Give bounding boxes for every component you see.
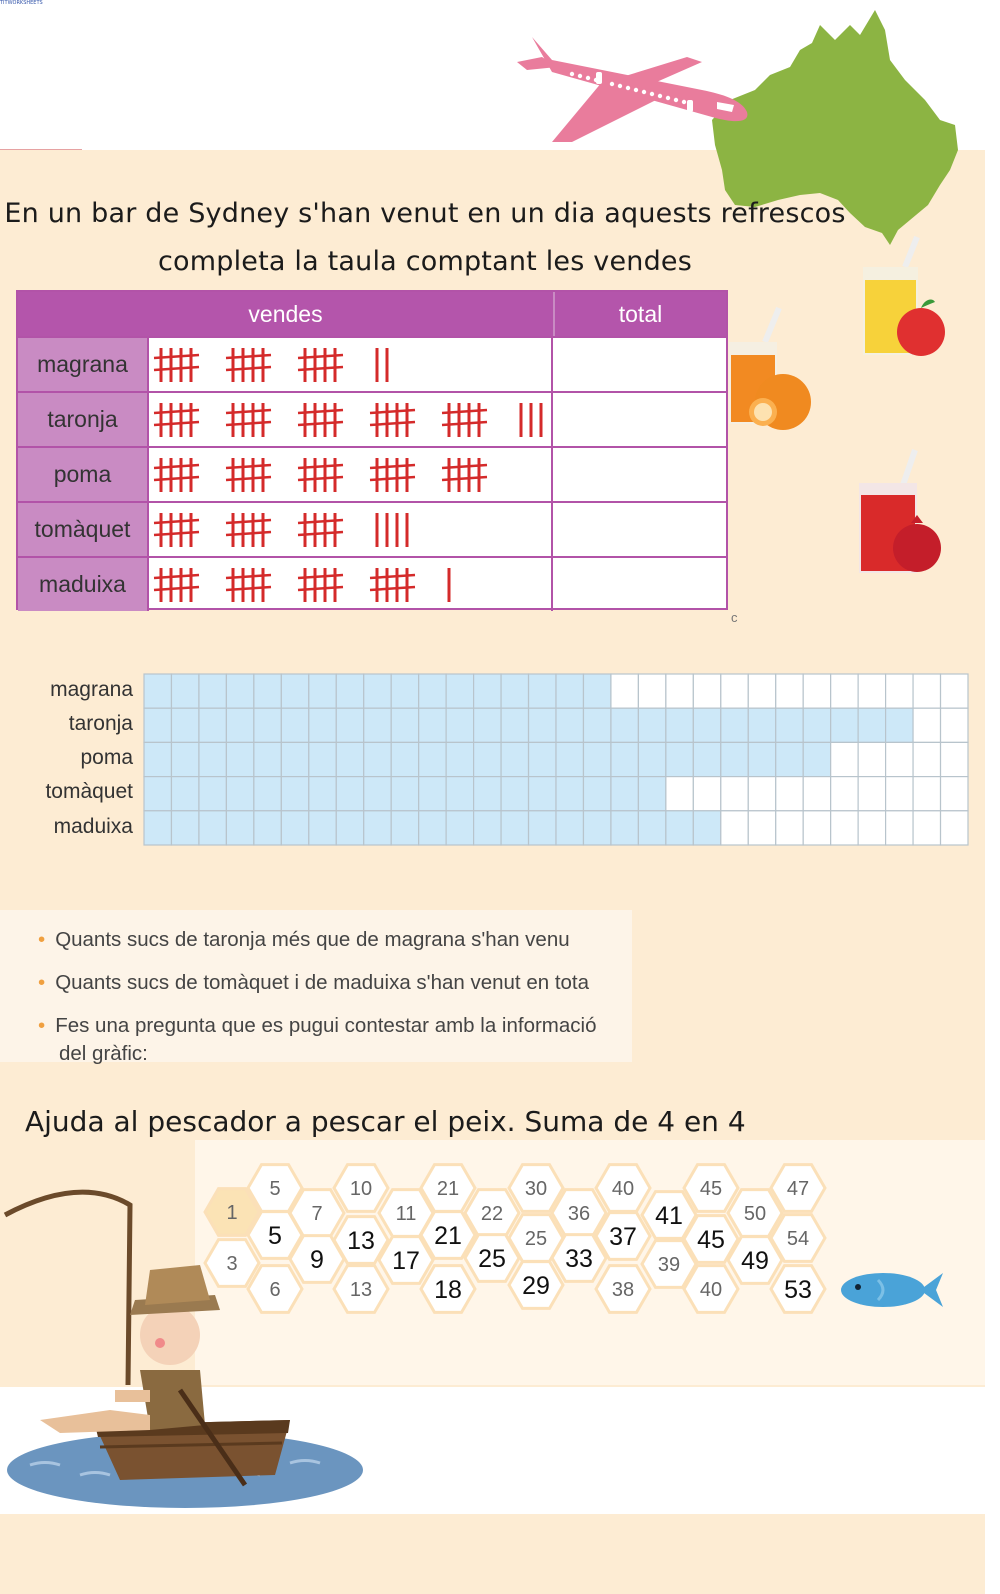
bar-cell-filled[interactable]	[144, 742, 171, 776]
hex-number: 17	[392, 1247, 420, 1275]
bar-cell-filled[interactable]	[556, 777, 583, 811]
bar-cell-filled[interactable]	[529, 777, 556, 811]
bar-cell-filled[interactable]	[199, 708, 226, 742]
bar-cell-empty[interactable]	[941, 742, 968, 776]
bar-cell-filled[interactable]	[336, 811, 363, 845]
bar-cell-filled[interactable]	[226, 742, 253, 776]
bar-cell-empty[interactable]	[803, 674, 830, 708]
bar-cell-empty[interactable]	[748, 811, 775, 845]
bar-cell-filled[interactable]	[446, 777, 473, 811]
bar-cell-filled[interactable]	[611, 777, 638, 811]
bar-cell-filled[interactable]	[721, 708, 748, 742]
bar-cell-filled[interactable]	[226, 674, 253, 708]
bar-cell-filled[interactable]	[529, 742, 556, 776]
bar-cell-empty[interactable]	[721, 777, 748, 811]
bar-cell-empty[interactable]	[913, 742, 940, 776]
row-label: magrana	[18, 338, 149, 391]
bar-cell-filled[interactable]	[336, 674, 363, 708]
grid-label: taronja	[68, 712, 133, 735]
puzzle-title: Ajuda al pescador a pescar el peix. Suma de 4 en 4	[25, 1105, 746, 1138]
bar-cell-empty[interactable]	[886, 811, 913, 845]
bar-cell-filled[interactable]	[446, 674, 473, 708]
bar-cell-filled[interactable]	[474, 708, 501, 742]
bar-cell-filled[interactable]	[858, 708, 885, 742]
bar-cell-empty[interactable]	[666, 674, 693, 708]
bar-cell-filled[interactable]	[391, 742, 418, 776]
bar-cell-filled[interactable]	[364, 742, 391, 776]
tally-marks	[151, 503, 553, 556]
bar-cell-filled[interactable]	[309, 777, 336, 811]
page-title: En un bar de Sydney s'han venut en un dia aquests refrescos	[4, 198, 846, 229]
bar-cell-filled[interactable]	[474, 674, 501, 708]
total-input[interactable]	[555, 338, 726, 391]
bar-cell-empty[interactable]	[831, 777, 858, 811]
hex-number: 1	[226, 1202, 238, 1224]
hex-number: 22	[480, 1203, 504, 1225]
bar-cell-filled[interactable]	[693, 708, 720, 742]
bar-cell-filled[interactable]	[144, 777, 171, 811]
bar-cell-filled[interactable]	[529, 674, 556, 708]
header-sales: vendes	[18, 292, 553, 336]
hex-number: 6	[269, 1279, 281, 1301]
bar-cell-filled[interactable]	[226, 708, 253, 742]
bar-cell-filled[interactable]	[309, 708, 336, 742]
bar-cell-filled[interactable]	[391, 811, 418, 845]
bar-cell-filled[interactable]	[776, 742, 803, 776]
bar-cell-filled[interactable]	[611, 708, 638, 742]
tally-marks	[151, 558, 553, 611]
hex-number: 13	[347, 1227, 375, 1255]
bar-cell-filled[interactable]	[776, 708, 803, 742]
hex-number: 29	[522, 1272, 550, 1300]
bar-cell-filled[interactable]	[501, 742, 528, 776]
bar-cell-filled[interactable]	[254, 777, 281, 811]
table-row	[18, 501, 726, 556]
tally-marks	[151, 448, 553, 501]
tally-marks	[151, 338, 553, 391]
hex-number: 30	[524, 1178, 548, 1200]
bar-cell-filled[interactable]	[666, 742, 693, 776]
bar-cell-empty[interactable]	[611, 674, 638, 708]
page-subtitle: completa la taula comptant les vendes	[157, 246, 693, 277]
bar-cell-filled[interactable]	[199, 811, 226, 845]
hex-number: 36	[567, 1203, 591, 1225]
hex-number: 49	[741, 1247, 769, 1275]
hex-number: 37	[609, 1223, 637, 1251]
bar-cell-empty[interactable]	[913, 811, 940, 845]
bar-cell-filled[interactable]	[144, 811, 171, 845]
bar-cell-filled[interactable]	[638, 708, 665, 742]
bar-cell-filled[interactable]	[803, 708, 830, 742]
question-1: • Quants sucs de taronja més que de magrana s'han venu	[38, 928, 570, 951]
hex-number: 38	[611, 1279, 635, 1301]
bar-cell-empty[interactable]	[941, 708, 968, 742]
hex-number: 10	[349, 1178, 373, 1200]
bar-cell-empty[interactable]	[886, 674, 913, 708]
grid-label: maduixa	[53, 815, 133, 838]
bar-cell-filled[interactable]	[419, 708, 446, 742]
bar-cell-empty[interactable]	[941, 777, 968, 811]
hex-number: 33	[565, 1245, 593, 1273]
hex-number: 21	[434, 1222, 462, 1250]
bar-cell-filled[interactable]	[364, 708, 391, 742]
bar-cell-filled[interactable]	[281, 811, 308, 845]
bar-cell-filled[interactable]	[583, 708, 610, 742]
bar-cell-filled[interactable]	[693, 811, 720, 845]
question-2: • Quants sucs de tomàquet i de maduixa s'han venut en tota	[38, 971, 590, 994]
bar-cell-filled[interactable]	[336, 708, 363, 742]
bar-cell-filled[interactable]	[446, 811, 473, 845]
bar-cell-filled[interactable]	[556, 742, 583, 776]
table-row	[18, 446, 726, 501]
bar-cell-filled[interactable]	[529, 708, 556, 742]
pomegranate-juice-icon	[855, 445, 955, 580]
bar-cell-filled[interactable]	[419, 777, 446, 811]
bar-cell-filled[interactable]	[501, 811, 528, 845]
bar-cell-empty[interactable]	[721, 674, 748, 708]
bar-cell-empty[interactable]	[858, 777, 885, 811]
bar-cell-filled[interactable]	[693, 742, 720, 776]
hex-number: 9	[310, 1246, 324, 1274]
bar-cell-filled[interactable]	[721, 742, 748, 776]
bar-cell-empty[interactable]	[803, 777, 830, 811]
hex-number: 39	[657, 1254, 681, 1276]
bar-cell-filled[interactable]	[583, 811, 610, 845]
bar-cell-empty[interactable]	[693, 777, 720, 811]
bar-cell-filled[interactable]	[364, 811, 391, 845]
bar-cell-filled[interactable]	[474, 742, 501, 776]
bar-cell-filled[interactable]	[171, 674, 198, 708]
bar-cell-empty[interactable]	[858, 674, 885, 708]
apple-juice-icon	[855, 232, 955, 362]
bar-cell-filled[interactable]	[583, 777, 610, 811]
hex-number: 41	[655, 1202, 683, 1230]
bar-cell-filled[interactable]	[309, 742, 336, 776]
table-row	[18, 336, 726, 391]
row-label: poma	[18, 448, 149, 501]
bar-cell-filled[interactable]	[336, 742, 363, 776]
bar-cell-filled[interactable]	[638, 742, 665, 776]
bar-cell-filled[interactable]	[803, 742, 830, 776]
stray-mark: c	[731, 610, 738, 625]
bar-cell-empty[interactable]	[638, 674, 665, 708]
bar-cell-filled[interactable]	[583, 742, 610, 776]
hex-number: 3	[226, 1253, 238, 1275]
bar-cell-filled[interactable]	[419, 811, 446, 845]
total-input[interactable]	[555, 503, 726, 556]
bar-cell-filled[interactable]	[556, 708, 583, 742]
hex-number: 53	[784, 1276, 812, 1304]
bar-cell-filled[interactable]	[226, 811, 253, 845]
bar-cell-empty[interactable]	[913, 674, 940, 708]
header-total: total	[555, 292, 726, 336]
bar-cell-empty[interactable]	[941, 811, 968, 845]
fisherman-illustration	[0, 1185, 373, 1515]
bar-cell-filled[interactable]	[199, 742, 226, 776]
bar-cell-filled[interactable]	[419, 742, 446, 776]
watermark-text: TITWORKSHEETS	[0, 0, 43, 6]
bar-cell-filled[interactable]	[364, 777, 391, 811]
bar-cell-filled[interactable]	[309, 811, 336, 845]
bar-cell-filled[interactable]	[254, 742, 281, 776]
bar-cell-filled[interactable]	[281, 674, 308, 708]
tally-table	[16, 290, 728, 610]
bar-cell-filled[interactable]	[391, 777, 418, 811]
bar-cell-empty[interactable]	[803, 811, 830, 845]
bar-cell-filled[interactable]	[611, 742, 638, 776]
bar-cell-filled[interactable]	[226, 777, 253, 811]
hex-number: 25	[478, 1245, 506, 1273]
bar-cell-filled[interactable]	[748, 708, 775, 742]
bar-cell-empty[interactable]	[858, 811, 885, 845]
question-3: • Fes una pregunta que es pugui contestar amb la informació	[38, 1014, 597, 1037]
bottom-band	[0, 1514, 985, 1594]
row-label: tomàquet	[18, 503, 149, 556]
bar-cell-filled[interactable]	[309, 674, 336, 708]
bar-cell-filled[interactable]	[474, 811, 501, 845]
grid-label: tomàquet	[45, 780, 133, 803]
bar-cell-filled[interactable]	[144, 674, 171, 708]
row-label: taronja	[18, 393, 149, 446]
bar-cell-empty[interactable]	[776, 777, 803, 811]
bar-cell-filled[interactable]	[638, 811, 665, 845]
fish-icon[interactable]	[838, 1265, 948, 1315]
hex-number: 7	[311, 1203, 323, 1225]
bar-cell-empty[interactable]	[831, 811, 858, 845]
bar-cell-empty[interactable]	[913, 777, 940, 811]
bar-cell-filled[interactable]	[199, 674, 226, 708]
bar-cell-filled[interactable]	[446, 742, 473, 776]
hex-number: 54	[786, 1228, 810, 1250]
bar-cell-empty[interactable]	[831, 742, 858, 776]
bar-cell-empty[interactable]	[693, 674, 720, 708]
bar-cell-filled[interactable]	[281, 777, 308, 811]
hex-number: 50	[743, 1203, 767, 1225]
bar-cell-filled[interactable]	[254, 674, 281, 708]
bar-cell-filled[interactable]	[831, 708, 858, 742]
bar-cell-filled[interactable]	[666, 811, 693, 845]
bar-cell-filled[interactable]	[529, 811, 556, 845]
bar-cell-filled[interactable]	[281, 708, 308, 742]
total-input[interactable]	[555, 558, 726, 611]
divider-line	[0, 149, 82, 150]
bar-cell-filled[interactable]	[391, 708, 418, 742]
row-label: maduixa	[18, 558, 149, 611]
hex-number: 5	[269, 1178, 281, 1200]
bar-cell-filled[interactable]	[666, 708, 693, 742]
bar-cell-filled[interactable]	[391, 674, 418, 708]
hex-number: 18	[434, 1276, 462, 1304]
bar-cell-empty[interactable]	[748, 777, 775, 811]
bar-cell-empty[interactable]	[886, 777, 913, 811]
bar-cell-filled[interactable]	[281, 742, 308, 776]
bar-cell-filled[interactable]	[611, 811, 638, 845]
tally-marks	[151, 393, 553, 446]
hex-number: 11	[395, 1203, 417, 1225]
bar-cell-filled[interactable]	[144, 708, 171, 742]
table-row	[18, 556, 726, 611]
bar-cell-filled[interactable]	[556, 811, 583, 845]
bar-cell-filled[interactable]	[748, 742, 775, 776]
airplane-icon	[512, 22, 762, 152]
total-input[interactable]	[555, 393, 726, 446]
bar-cell-filled[interactable]	[446, 708, 473, 742]
grid-label: magrana	[50, 678, 133, 701]
bar-grid-chart[interactable]	[143, 673, 969, 846]
bar-cell-filled[interactable]	[419, 674, 446, 708]
hex-number: 40	[699, 1279, 723, 1301]
bar-cell-filled[interactable]	[171, 708, 198, 742]
bar-cell-empty[interactable]	[776, 811, 803, 845]
bar-cell-empty[interactable]	[666, 777, 693, 811]
bar-cell-filled[interactable]	[171, 777, 198, 811]
hex-number: 47	[786, 1178, 810, 1200]
total-input[interactable]	[555, 448, 726, 501]
bar-cell-empty[interactable]	[941, 674, 968, 708]
bar-cell-empty[interactable]	[831, 674, 858, 708]
bar-cell-filled[interactable]	[171, 811, 198, 845]
bar-cell-filled[interactable]	[501, 674, 528, 708]
hex-number: 25	[524, 1228, 548, 1250]
bar-cell-filled[interactable]	[583, 674, 610, 708]
bar-cell-filled[interactable]	[474, 777, 501, 811]
bar-cell-filled[interactable]	[336, 777, 363, 811]
hex-number: 13	[349, 1279, 373, 1301]
bar-cell-filled[interactable]	[254, 811, 281, 845]
bar-cell-filled[interactable]	[501, 777, 528, 811]
hex-number: 21	[436, 1178, 460, 1200]
bar-cell-filled[interactable]	[254, 708, 281, 742]
hex-number: 45	[697, 1226, 725, 1254]
bar-cell-empty[interactable]	[913, 708, 940, 742]
bar-cell-filled[interactable]	[638, 777, 665, 811]
bar-cell-empty[interactable]	[721, 811, 748, 845]
grid-label: poma	[80, 746, 133, 769]
bar-cell-empty[interactable]	[886, 742, 913, 776]
hex-number: 40	[611, 1178, 635, 1200]
bar-cell-filled[interactable]	[364, 674, 391, 708]
bar-cell-filled[interactable]	[501, 708, 528, 742]
hex-number: 5	[268, 1222, 282, 1250]
bar-cell-empty[interactable]	[858, 742, 885, 776]
bar-cell-empty[interactable]	[748, 674, 775, 708]
bar-cell-filled[interactable]	[556, 674, 583, 708]
bar-cell-filled[interactable]	[171, 742, 198, 776]
bar-cell-filled[interactable]	[199, 777, 226, 811]
bar-cell-filled[interactable]	[886, 708, 913, 742]
bar-cell-empty[interactable]	[776, 674, 803, 708]
question-3-cont: del gràfic:	[59, 1042, 148, 1065]
orange-juice-icon	[727, 300, 817, 435]
table-row	[18, 391, 726, 446]
hex-number: 45	[699, 1178, 723, 1200]
